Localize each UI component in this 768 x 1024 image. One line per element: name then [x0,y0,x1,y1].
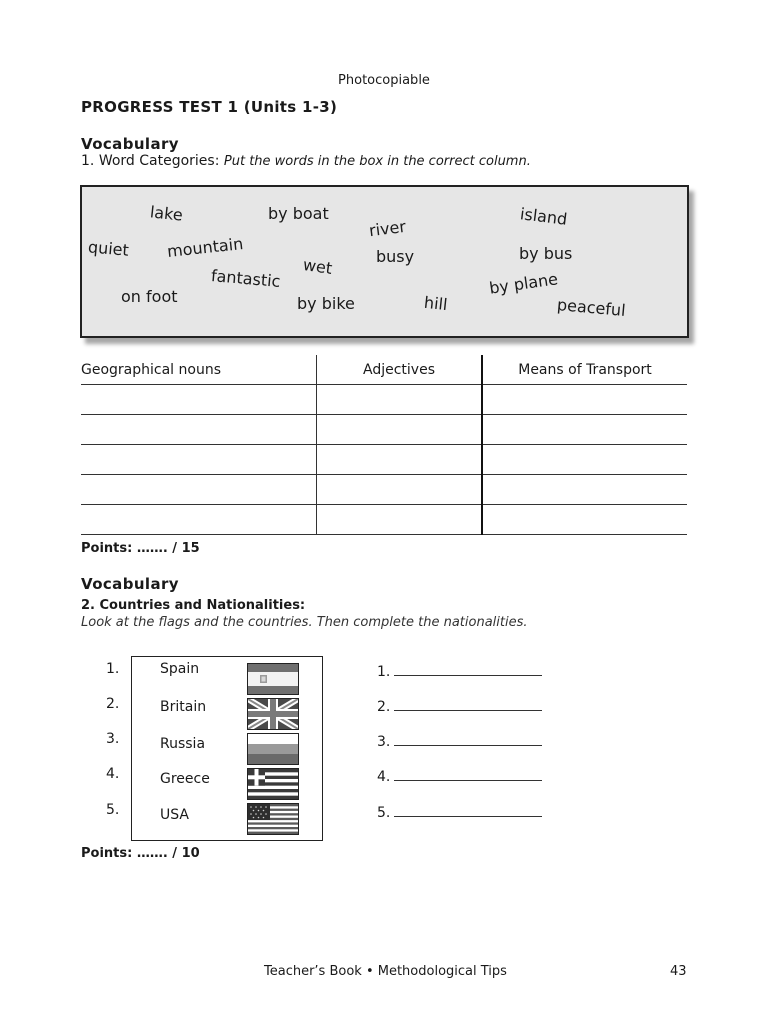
word-peaceful: peaceful [556,295,627,320]
word-fantastic: fantastic [210,266,282,291]
blank-line[interactable] [394,731,542,746]
blank-line[interactable] [394,766,542,781]
answer-cell[interactable] [317,385,483,415]
word-by-bike: by bike [297,294,355,313]
answer-row [81,505,687,535]
answer-cell[interactable] [482,505,687,535]
task2-instruction: Look at the flags and the countries. Then complete the nationalities. [81,615,528,630]
answer-line-1[interactable] [377,661,542,680]
answer-number: 4. [377,769,391,785]
word-on-foot: on foot [121,287,178,306]
country-russia: Russia [160,736,206,752]
task1-title: Word Categories: [98,153,220,169]
answer-line-3[interactable] [377,731,542,750]
answer-cell[interactable] [482,385,687,415]
item-number: 4. [106,766,120,782]
country-britain: Britain [160,699,207,715]
britain-flag-icon [247,698,299,730]
category-table [81,355,687,535]
answer-row [81,385,687,415]
country-greece: Greece [160,771,210,787]
answer-cell[interactable] [482,475,687,505]
answer-number: 1. [377,664,391,680]
answer-number: 2. [377,699,391,715]
word-lake: lake [149,202,184,225]
word-wet: wet [301,255,334,278]
answer-line-5[interactable] [377,802,542,821]
answer-number: 5. [377,805,391,821]
points-section1: Points: ……. / 15 [81,541,200,556]
russia-flag-icon [247,733,299,765]
blank-line[interactable] [394,802,542,817]
answer-cell[interactable] [482,445,687,475]
points-section2: Points: ……. / 10 [81,846,200,861]
country-spain: Spain [160,661,200,677]
answer-line-4[interactable] [377,766,542,785]
page-number: 43 [670,964,687,979]
footer-text: Teacher’s Book • Methodological Tips [264,964,507,979]
answer-row [81,475,687,505]
task1-number: 1. [81,153,95,169]
word-by-bus: by bus [519,244,573,263]
word-hill: hill [423,292,449,315]
answer-cell[interactable] [81,385,317,415]
answer-cell[interactable] [317,505,483,535]
answer-number: 3. [377,734,391,750]
task1-instruction: Put the words in the box in the correct column. [223,154,531,169]
item-number: 5. [106,802,120,818]
answer-row [81,445,687,475]
item-number: 3. [106,731,120,747]
photocopiable-label: Photocopiable [338,73,430,88]
answer-cell[interactable] [81,445,317,475]
section1-heading: Vocabulary [81,135,179,153]
item-number: 2. [106,696,120,712]
answer-cell[interactable] [81,505,317,535]
answer-cell[interactable] [81,415,317,445]
answer-cell[interactable] [317,415,483,445]
word-box [80,185,689,338]
answer-cell[interactable] [317,475,483,505]
word-mountain: mountain [166,234,245,261]
word-island: island [519,204,569,229]
item-number: 1. [106,661,120,677]
blank-line[interactable] [394,696,542,711]
country-usa: USA [160,807,189,823]
answer-row [81,415,687,445]
word-by-plane: by plane [488,269,560,298]
answer-line-2[interactable] [377,696,542,715]
test-title: PROGRESS TEST 1 (Units 1-3) [81,98,338,116]
column-header: Geographical nouns [81,355,317,385]
answer-cell[interactable] [81,475,317,505]
section2-heading: Vocabulary [81,575,179,593]
word-busy: busy [376,247,415,266]
greece-flag-icon [247,768,299,800]
answer-cell[interactable] [482,415,687,445]
blank-line[interactable] [394,661,542,676]
task2-title: 2. Countries and Nationalities: [81,598,306,613]
column-header: Adjectives [317,355,483,385]
spain-flag-icon [247,663,299,695]
usa-flag-icon [247,803,299,835]
column-header: Means of Transport [482,355,687,385]
answer-cell[interactable] [317,445,483,475]
word-river: river [367,216,407,241]
word-by-boat: by boat [268,204,329,223]
word-quiet: quiet [87,237,130,260]
task1-line [81,153,531,169]
